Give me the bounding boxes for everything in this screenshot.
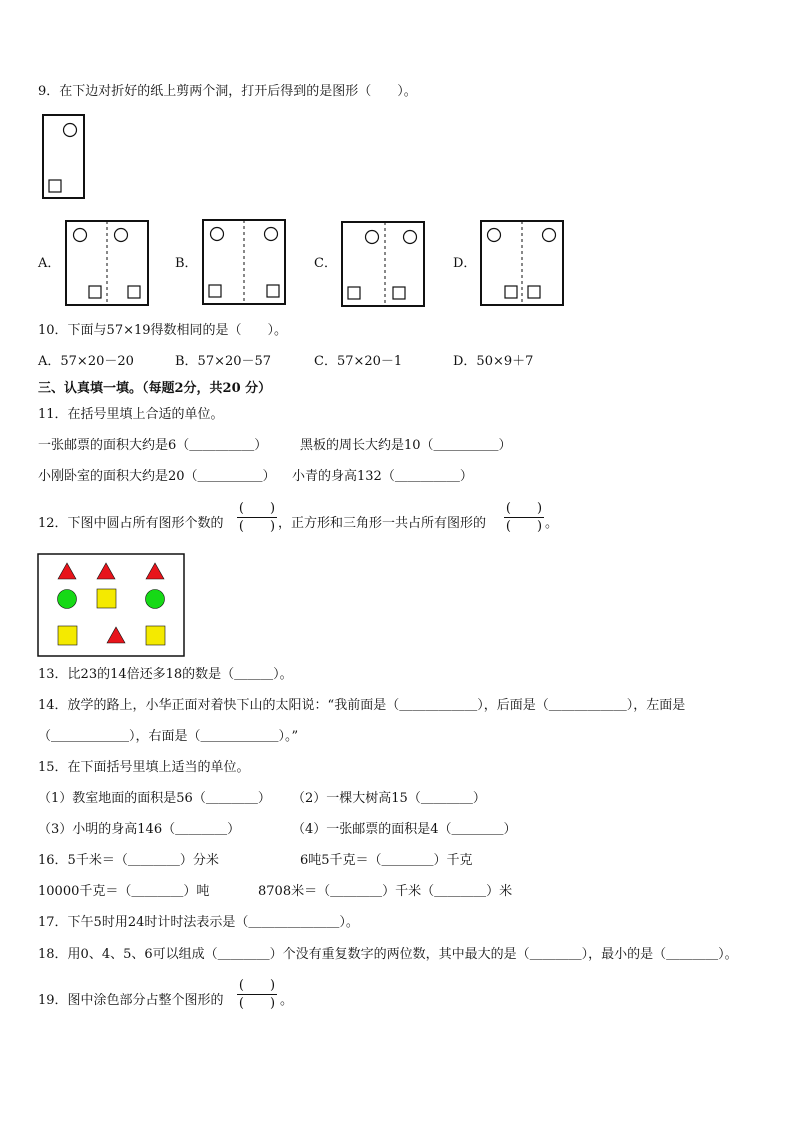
square-shape bbox=[58, 626, 77, 645]
q19-text-2: 。 bbox=[280, 993, 294, 1008]
q10-choice-c[interactable]: C．57×20－1 bbox=[314, 354, 403, 369]
q12-fraction-1[interactable]: ( ) ( ) bbox=[238, 501, 276, 534]
q10-text: 10．下面与57×19得数相同的是（ ）。 bbox=[38, 323, 288, 338]
q11-text: 11．在括号里填上合适的单位。 bbox=[38, 407, 224, 422]
q10-choice-d[interactable]: D．50×9＋7 bbox=[453, 354, 534, 369]
q10-choice-a[interactable]: A．57×20－20 bbox=[38, 354, 134, 369]
option-b-label[interactable]: B． bbox=[175, 256, 198, 271]
circle-shape bbox=[58, 590, 77, 609]
option-a-label[interactable]: A． bbox=[38, 256, 61, 271]
q11-item-b: 黑板的周长大约是10（＿＿＿＿＿） bbox=[300, 438, 512, 453]
triangle-shape bbox=[58, 563, 76, 579]
circle-shape bbox=[146, 590, 165, 609]
option-c-label[interactable]: C． bbox=[314, 256, 337, 271]
q15-item-4: （4）一张邮票的面积是4（＿＿＿＿） bbox=[292, 822, 517, 837]
q18-text: 18．用0、4、5、6可以组成（＿＿＿＿）个没有重复数字的两位数，其中最大的是（＿＿＿＿），最小的是（＿＿＿＿）。 bbox=[38, 947, 738, 962]
q15-item-1: （1）教室地面的面积是56（＿＿＿＿） bbox=[38, 791, 271, 806]
q14-line-2: （＿＿＿＿＿＿），右面是（＿＿＿＿＿＿）。” bbox=[38, 729, 299, 744]
q12-fraction-2[interactable]: ( ) ( ) bbox=[505, 501, 543, 534]
q12-text-3: 。 bbox=[545, 516, 559, 531]
q11-item-c: 小刚卧室的面积大约是20（＿＿＿＿＿） bbox=[38, 469, 276, 484]
q9-text: 9．在下边对折好的纸上剪两个洞，打开后得到的是图形（ ）。 bbox=[38, 84, 417, 99]
triangle-shape bbox=[107, 627, 125, 643]
triangle-shape bbox=[146, 563, 164, 579]
q11-item-a: 一张邮票的面积大约是6（＿＿＿＿＿） bbox=[38, 438, 268, 453]
q12-text-1: 12．下图中圆占所有图形个数的 bbox=[38, 516, 224, 531]
q19-text-1: 19．图中涂色部分占整个图形的 bbox=[38, 993, 224, 1008]
q16-item-2: 6吨5千克＝（＿＿＿＿）千克 bbox=[300, 853, 473, 868]
square-shape bbox=[146, 626, 165, 645]
q15-text: 15．在下面括号里填上适当的单位。 bbox=[38, 760, 250, 775]
q13-text: 13．比23的14倍还多18的数是（＿＿＿）。 bbox=[38, 667, 293, 682]
option-d-label[interactable]: D． bbox=[453, 256, 477, 271]
triangle-shape bbox=[97, 563, 115, 579]
q11-item-d: 小青的身高132（＿＿＿＿＿） bbox=[292, 469, 473, 484]
q16-item-3: 10000千克＝（＿＿＿＿）吨 bbox=[38, 884, 210, 899]
q12-text-2: ，正方形和三角形一共占所有图形的 bbox=[278, 516, 487, 531]
q19-fraction[interactable]: ( ) ( ) bbox=[238, 978, 276, 1011]
section-heading: 三、认真填一填。（每题2分，共20 分） bbox=[38, 381, 272, 396]
q10-choice-b[interactable]: B．57×20－57 bbox=[175, 354, 272, 369]
q17-text: 17．下午5时用24时计时法表示是（＿＿＿＿＿＿＿）。 bbox=[38, 915, 359, 930]
q16-item-1: 16．5千米＝（＿＿＿＿）分米 bbox=[38, 853, 219, 868]
q15-item-3: （3）小明的身高146（＿＿＿＿） bbox=[38, 822, 241, 837]
q16-item-4: 8708米＝（＿＿＿＿）千米（＿＿＿＿）米 bbox=[258, 884, 513, 899]
q15-item-2: （2）一棵大树高15（＿＿＿＿） bbox=[292, 791, 486, 806]
q14-line-1: 14．放学的路上，小华正面对着快下山的太阳说：“我前面是（＿＿＿＿＿＿），后面是（＿＿＿＿＿＿），左面是 bbox=[38, 698, 686, 713]
square-shape bbox=[97, 589, 116, 608]
